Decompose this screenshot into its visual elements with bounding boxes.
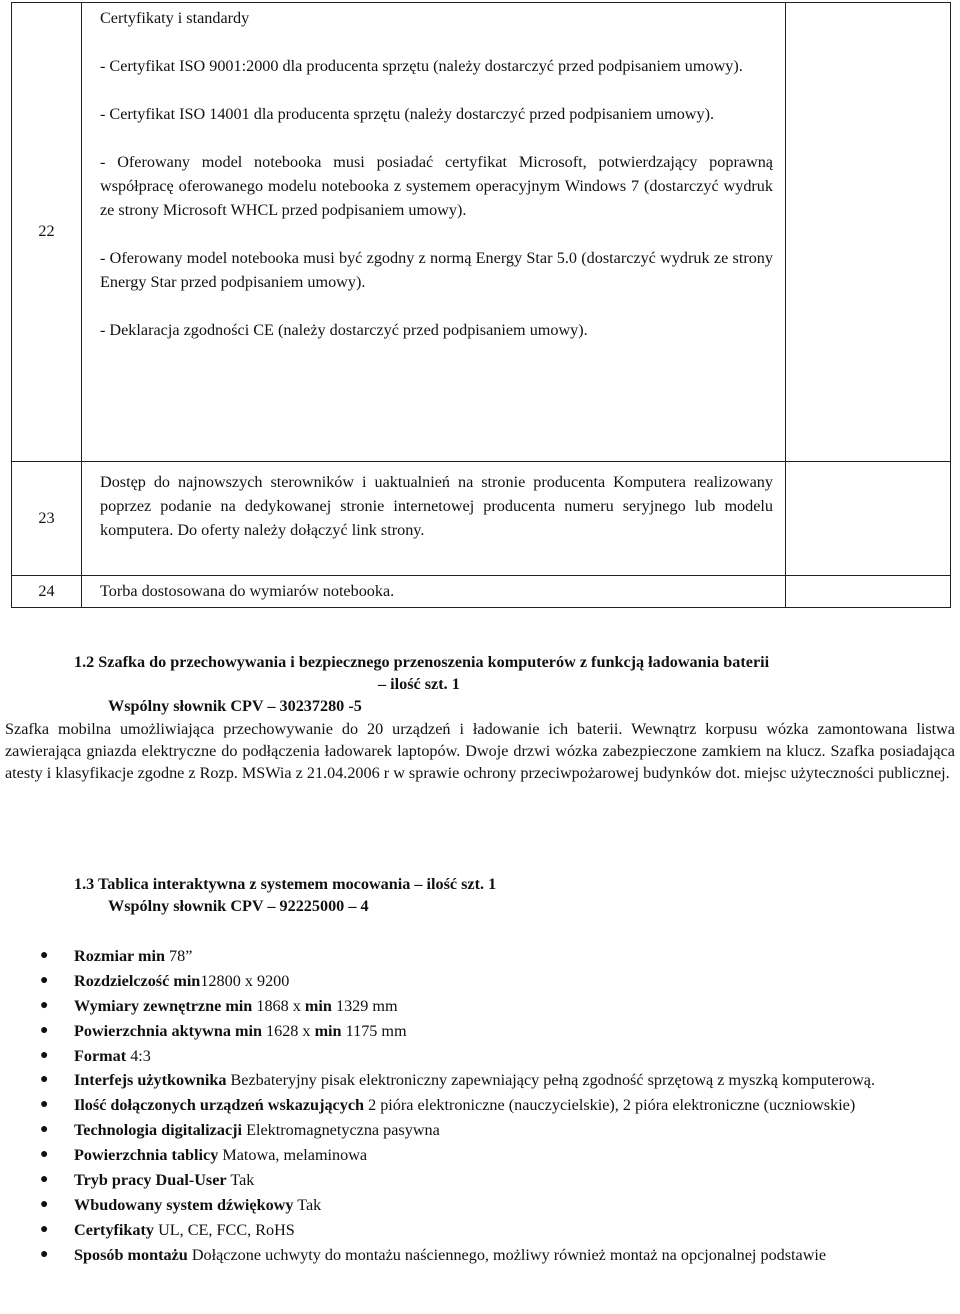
list-item: [40, 1219, 955, 1241]
list-item: [40, 970, 955, 992]
row-number: 24: [38, 582, 55, 600]
requirement-item: - Oferowany model notebooka musi być zgodny z normą Energy Star 5.0 (dostarczyć wydruk ze strony Energy Star przed podpisaniem umowy).: [100, 249, 773, 291]
feature-value: 1329 mm: [331, 996, 398, 1015]
list-item: [40, 945, 955, 967]
bullet-icon: ●: [40, 1172, 49, 1188]
feature-value: Bezbateryjny pisak elektroniczny zapewniający pełną zgodność sprzętową z myszką komputerową.: [226, 1071, 876, 1090]
feature-value: 1175 mm: [341, 1021, 407, 1040]
feature-label: Tryb pracy Dual-User: [74, 1171, 227, 1190]
table-row: [12, 462, 951, 576]
table-row: [12, 3, 951, 462]
bullet-icon: ●: [40, 1022, 49, 1038]
requirement-item: - Certyfikat ISO 14001 dla producenta sprzętu (należy dostarczyć przed podpisaniem umowy).: [100, 105, 715, 123]
list-item: [40, 1069, 955, 1091]
row-number: 23: [38, 509, 55, 527]
row-text: Dostęp do najnowszych sterowników i uaktualnień na stronie producenta Komputera realizowany poprzez podanie na dedykowanej stronie internetowej producenta numeru seryjnego lub modelu komputera. Do oferty należy dołączyć link strony.: [100, 473, 773, 539]
feature-value: Tak: [293, 1195, 322, 1214]
list-item: [40, 995, 955, 1017]
section-title: 1.3 Tablica interaktywna z systemem mocowania – ilość szt. 1: [74, 875, 497, 893]
feature-label: min: [304, 996, 332, 1015]
feature-label: Rozdzielczość min: [74, 971, 201, 990]
requirement-item: - Deklaracja zgodności CE (należy dostarczyć przed podpisaniem umowy).: [100, 321, 588, 339]
feature-value: Elektromagnetyczna pasywna: [242, 1121, 440, 1140]
feature-label: Wbudowany system dźwiękowy: [74, 1195, 294, 1214]
feature-value: Tak: [226, 1171, 255, 1190]
bullet-icon: ●: [40, 1047, 49, 1063]
bullet-icon: ●: [40, 1147, 49, 1163]
bullet-icon: ●: [40, 972, 49, 988]
feature-value: 1628 x: [261, 1021, 315, 1040]
feature-label: Format: [74, 1046, 127, 1065]
requirement-item: - Oferowany model notebooka musi posiadać certyfikat Microsoft, potwierdzający poprawną współpracę oferowanego modelu notebooka z systemem operacyjnym Windows 7 (dostarczyć wydruk ze strony Microsoft WHCL przed podpisaniem umowy).: [100, 153, 773, 219]
list-item: [40, 1244, 955, 1266]
section-title: 1.2 Szafka do przechowywania i bezpiecznego przenoszenia komputerów z funkcją ładowania baterii: [74, 653, 770, 671]
feature-label: min: [314, 1021, 342, 1040]
feature-value: UL, CE, FCC, RoHS: [154, 1220, 295, 1239]
feature-label: Rozmiar min: [74, 947, 165, 965]
feature-value: 1868 x: [252, 996, 305, 1015]
feature-label: Wymiary zewnętrzne min: [74, 996, 253, 1015]
row-number-cell: [12, 462, 82, 576]
feature-value: 12800 x 9200: [200, 971, 290, 990]
list-item: [40, 1169, 955, 1191]
list-item: [40, 1020, 955, 1042]
section-title-quantity: – ilość szt. 1: [378, 675, 460, 693]
feature-value: 78”: [164, 947, 193, 965]
row-description-cell: [82, 3, 786, 462]
bullet-icon: ●: [40, 1122, 49, 1138]
feature-value: 2 pióra elektroniczne (nauczycielskie), 2 pióra elektroniczne (uczniowskie): [364, 1096, 856, 1115]
section-description: Szafka mobilna umożliwiająca przechowywanie do 20 urządzeń i ładowanie ich baterii. Wewnątrz korpusu wózka zamontowana listwa zawierająca gniazda elektryczne do podłączenia ładowarek laptopów. Dwoje drzwi wózka zabezpieczone zamkiem na klucz. Szafka posiadająca atesty i klasyfikacje zgodne z Rozp. MSWia z 21.04.2006 r w sprawie ochrony przeciwpożarowej budynków dot. miejsc użyteczności publicznej.: [5, 720, 955, 782]
empty-cell: [786, 576, 951, 608]
list-item: [40, 1045, 955, 1067]
table-row: [12, 576, 951, 608]
specification-table: [11, 2, 951, 608]
cpv-code: Wspólny słownik CPV – 30237280 -5: [108, 697, 362, 715]
row-text: Torba dostosowana do wymiarów notebooka.: [100, 582, 395, 600]
feature-label: Powierzchnia aktywna min: [74, 1021, 262, 1040]
empty-cell: [786, 462, 951, 576]
bullet-icon: ●: [40, 1221, 49, 1237]
feature-label: Interfejs użytkownika: [74, 1071, 227, 1090]
row-number-cell: [12, 3, 82, 462]
empty-cell: [786, 3, 951, 462]
row-number: 22: [38, 222, 55, 240]
feature-label: Sposób montażu: [74, 1245, 188, 1264]
bullet-icon: ●: [40, 948, 49, 963]
requirement-item: - Certyfikat ISO 9001:2000 dla producenta sprzętu (należy dostarczyć przed podpisaniem umowy).: [100, 57, 743, 75]
bullet-icon: ●: [40, 1097, 49, 1113]
bullet-icon: ●: [40, 1196, 49, 1212]
row-description-cell: [82, 576, 786, 608]
feature-value: 4:3: [126, 1046, 151, 1065]
feature-label: Certyfikaty: [74, 1220, 155, 1239]
row-heading: Certyfikaty i standardy: [100, 9, 250, 27]
feature-label: Powierzchnia tablicy: [74, 1146, 219, 1165]
row-number-cell: [12, 576, 82, 608]
row-description-cell: [82, 462, 786, 576]
bullet-icon: ●: [40, 997, 49, 1013]
list-item: [40, 1094, 955, 1116]
feature-label: Technologia digitalizacji: [74, 1121, 243, 1140]
feature-list: [40, 945, 955, 1269]
feature-label: Ilość dołączonych urządzeń wskazujących: [74, 1096, 365, 1115]
bullet-icon: ●: [40, 1072, 49, 1088]
list-item: [40, 1119, 955, 1141]
feature-value: Matowa, melaminowa: [218, 1146, 368, 1165]
list-item: [40, 1194, 955, 1216]
feature-value: Dołączone uchwyty do montażu naściennego, możliwy również montaż na opcjonalnej podstawie: [187, 1245, 827, 1264]
list-item: [40, 1144, 955, 1166]
bullet-icon: ●: [40, 1246, 49, 1262]
cpv-code: Wspólny słownik CPV – 92225000 – 4: [108, 897, 369, 915]
